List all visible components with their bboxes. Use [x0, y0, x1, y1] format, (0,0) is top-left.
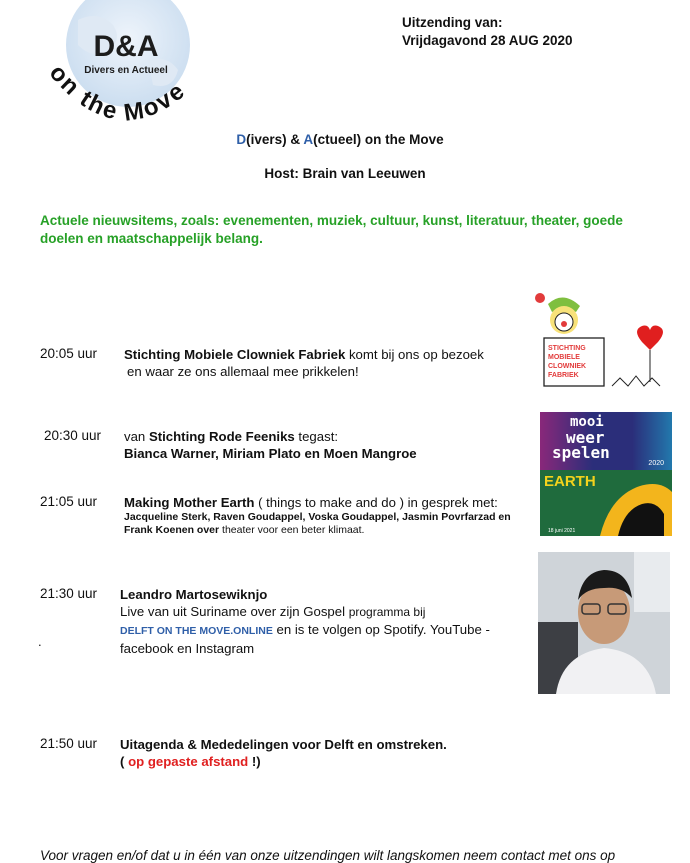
schedule-item-5 — [120, 736, 540, 770]
footer-contact: Voor vragen en/of dat u in één van onze uitzendingen wilt langskomen neem contact met ons op — [40, 848, 616, 863]
bullet-dot: . — [38, 634, 42, 649]
earth-date: 18 juni 2021 — [548, 528, 576, 534]
title-ivers: (ivers) & — [246, 132, 304, 147]
broadcast-info — [402, 14, 573, 50]
mooi-year: 2020 — [648, 460, 664, 467]
broadcast-label: Uitzending van: — [402, 15, 503, 30]
time-2: 20:30 uur — [44, 428, 102, 443]
item5-title: Uitagenda & Mededelingen voor Delft en omstreken. — [120, 737, 447, 752]
earth-illustration — [540, 470, 672, 536]
host-line: Host: Brain van Leeuwen — [264, 166, 426, 181]
clown-text-1: STICHTING — [548, 345, 586, 352]
time-5: 21:50 uur — [40, 736, 98, 751]
item2-guests: Bianca Warner, Miriam Plato en Moen Mangroe — [124, 446, 417, 461]
page-title — [0, 132, 680, 147]
title-d: D — [236, 132, 247, 147]
item1-text2: en waar ze ons allemaal mee prikkelen! — [127, 364, 359, 379]
clown-poster-image — [532, 290, 672, 396]
clown-text-2: MOBIELE — [548, 354, 580, 361]
title-a: A — [303, 132, 314, 147]
item5-red: op gepaste afstand — [128, 754, 249, 769]
item4-line2b: programma bij — [348, 605, 426, 619]
item3-title: Making Mother Earth — [124, 495, 255, 510]
mooi-text: mooi — [570, 414, 604, 430]
clown-text-3: CLOWNIEK — [548, 363, 587, 370]
title-rest: (ctueel) on the Move — [313, 132, 444, 147]
earth-title: EARTH — [544, 473, 596, 490]
mooi-weer-spelen-poster — [540, 412, 672, 470]
schedule-item-4 — [120, 586, 530, 657]
item4-line3: en is te volgen op Spotify. YouTube - — [272, 622, 490, 637]
item5-open: ( — [120, 754, 129, 769]
logo-brand: D&A — [93, 30, 159, 63]
logo-tagline: Divers en Actueel — [84, 65, 168, 76]
item3-tail: theater voor een beter klimaat. — [219, 524, 365, 536]
clown-illustration — [532, 290, 672, 396]
item1-org: Stichting Mobiele Clowniek Fabriek — [124, 347, 346, 362]
time-4: 21:30 uur — [40, 586, 98, 601]
portrait-illustration — [538, 552, 670, 694]
intro-text: Actuele nieuwsitems, zoals: evenementen, muziek, cultuur, kunst, literatuur, theater, goede doelen en maatschappelijk belang. — [40, 213, 623, 246]
item3-names1: Jacqueline Sterk, Raven Goudappel, Voska Goudappel, Jasmin Povrfarzad en — [124, 511, 511, 523]
logo — [38, 0, 238, 150]
delft-link[interactable]: DELFT ON THE MOVE.ONLINE — [120, 625, 273, 637]
item2-text1: tegast: — [294, 429, 339, 444]
item5-close: !) — [248, 754, 261, 769]
broadcast-date: Vrijdagavond 28 AUG 2020 — [402, 33, 573, 48]
weer-text: weer — [566, 428, 605, 447]
item4-name: Leandro Martosewiknjo — [120, 587, 268, 602]
globe-logo-icon — [38, 0, 238, 150]
logo-arc-text: on the Move — [43, 59, 192, 127]
time-3: 21:05 uur — [40, 494, 98, 509]
earth-poster — [540, 470, 672, 536]
schedule-item-3 — [124, 494, 534, 537]
clown-text-4: FABRIEK — [548, 372, 579, 379]
item4-line2a: Live van uit Suriname over zijn Gospel — [120, 604, 349, 619]
item1-text1: komt bij ons op bezoek — [345, 347, 484, 362]
spelen-text: spelen — [552, 443, 610, 462]
item4-line4: facebook en Instagram — [120, 641, 255, 656]
item2-pre: van — [124, 429, 149, 444]
item3-text1: ( things to make and do ) in gesprek met: — [254, 495, 498, 510]
item2-org: Stichting Rode Feeniks — [148, 429, 295, 444]
leandro-photo — [538, 552, 670, 694]
schedule-item-1 — [124, 346, 524, 380]
time-1: 20:05 uur — [40, 346, 98, 361]
schedule-item-2 — [124, 428, 524, 462]
item3-names2: Frank Koenen over — [124, 524, 220, 536]
